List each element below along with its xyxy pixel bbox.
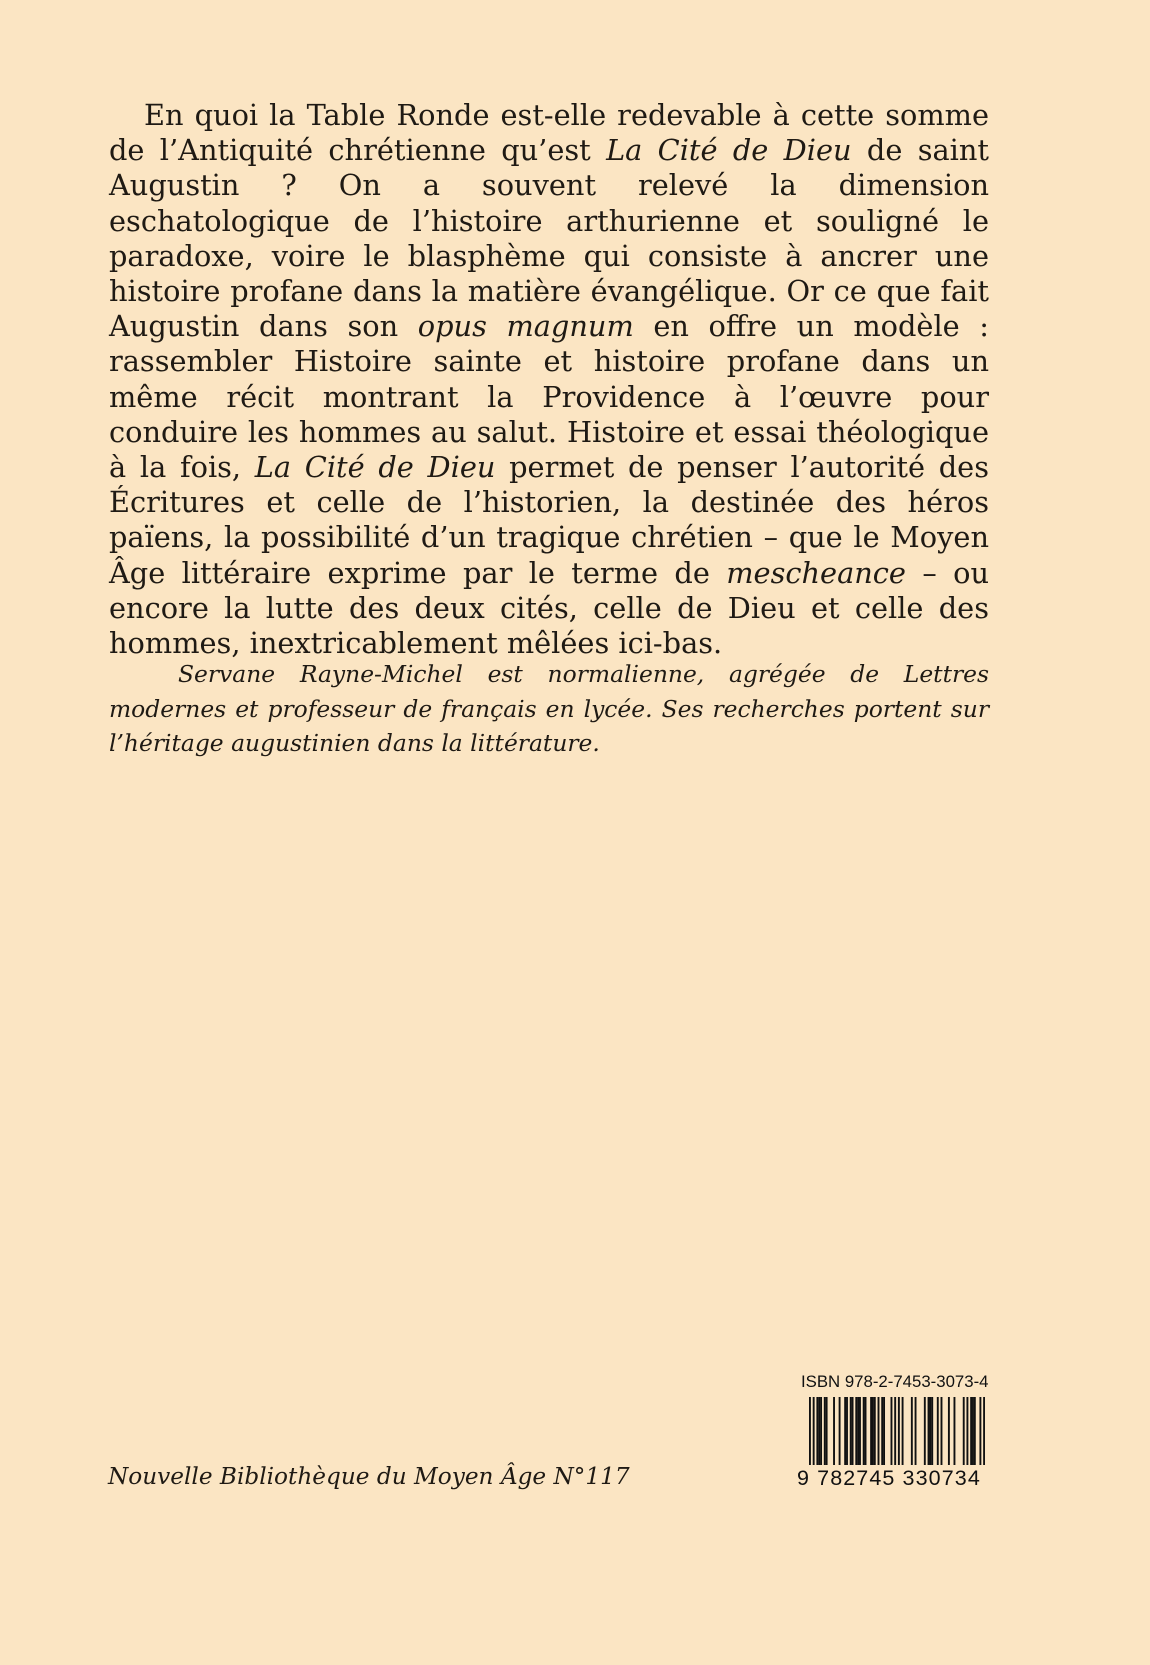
barcode-bar (881, 1397, 883, 1465)
barcode-bar (818, 1397, 820, 1465)
barcode-bar (826, 1397, 828, 1465)
isbn-barcode-block (797, 1372, 989, 1492)
barcode-bar (820, 1397, 822, 1465)
barcode-bar (902, 1397, 904, 1465)
barcode-bar (865, 1397, 867, 1465)
barcode-bar (898, 1397, 900, 1465)
blurb-part-2: de saint Augustin ? On a souvent relevé la dimension eschatologique de l’histoire arthurienne et souligné le paradoxe, voire le blasphème qui consiste à ancrer une histoire profane dans la matière évangélique. Or ce que fait Augustin dans son (109, 133, 989, 344)
barcode-bar (891, 1397, 893, 1465)
barcode-bar (824, 1397, 826, 1465)
blurb-term: mescheance (726, 555, 906, 590)
series-title: Nouvelle Bibliothèque du Moyen Âge N°117 (108, 1463, 630, 1490)
isbn-label: ISBN 978-2-7453-3073-4 (801, 1372, 989, 1391)
isbn-digits: 9 782745 330734 (797, 1466, 981, 1490)
barcode-bar (872, 1397, 874, 1465)
barcode-bar (963, 1397, 965, 1465)
blurb-title-1: La Cité de Dieu (606, 133, 852, 168)
barcode-bar (816, 1397, 818, 1465)
barcode-bar (911, 1397, 913, 1465)
blurb-title-2: La Cité de Dieu (254, 450, 496, 485)
barcode-bar (924, 1397, 926, 1465)
barcode-bar (878, 1397, 880, 1465)
barcode-bar (974, 1397, 976, 1465)
barcode-bar (870, 1397, 872, 1465)
barcode-bar (928, 1397, 930, 1465)
barcode-bar (855, 1397, 857, 1465)
barcode-bar (979, 1397, 981, 1465)
barcode-bar (846, 1397, 848, 1465)
barcode-bar (929, 1397, 931, 1465)
barcode-bar (839, 1397, 841, 1465)
blurb-part-4: permet de penser l’autorité des Écritures et celle de l’historien, la destinée des héros païens, la possibilité d’un tragique chrétien – que le Moyen Âge littéraire exprime par le terme de (109, 450, 989, 590)
barcode-bar (859, 1397, 861, 1465)
barcode-bar (833, 1397, 835, 1465)
barcode-bar (937, 1397, 939, 1465)
barcode-bar (970, 1397, 972, 1465)
blurb-opus: opus magnum (417, 309, 634, 344)
blurb-part-3: en offre un modèle : rassembler Histoire sainte et histoire profane dans un même récit montrant la Providence à l’œuvre pour conduire les hommes au salut. Histoire et essai théologique à la fois, (109, 309, 989, 485)
author-bio: Servane Rayne-Michel est normalienne, agrégée de Lettres modernes et professeur de français en lycée. Ses recherches portent sur l’héritage augustinien dans la littérature. (109, 660, 989, 757)
barcode-bar (894, 1397, 896, 1465)
barcode-bar (863, 1397, 865, 1465)
barcode-bar (850, 1397, 852, 1465)
barcode-bar (852, 1397, 854, 1465)
barcode-bar (931, 1397, 933, 1465)
barcode-bar (954, 1397, 956, 1465)
blurb-part-1: En quoi la Table Ronde est-elle redevable à cette somme de l’Antiquité chrétienne qu’est (109, 98, 989, 168)
barcode-bar (844, 1397, 846, 1465)
barcode-bar (813, 1397, 815, 1465)
barcode-bar (809, 1397, 811, 1465)
barcode-bar (874, 1397, 876, 1465)
barcode-bar (857, 1397, 859, 1465)
barcode-bar (948, 1397, 950, 1465)
barcode-bar (972, 1397, 974, 1465)
barcode-bar (983, 1397, 985, 1465)
barcode-bar (915, 1397, 917, 1465)
barcode-icon (797, 1397, 985, 1465)
barcode-bar (883, 1397, 885, 1465)
blurb-text (109, 98, 989, 661)
blurb-part-5: – ou encore la lutte des deux cités, celle de Dieu et celle des hommes, inextricablement mêlées ici-bas. (109, 555, 989, 661)
barcode-bar (966, 1397, 968, 1465)
barcode-bar (941, 1397, 943, 1465)
